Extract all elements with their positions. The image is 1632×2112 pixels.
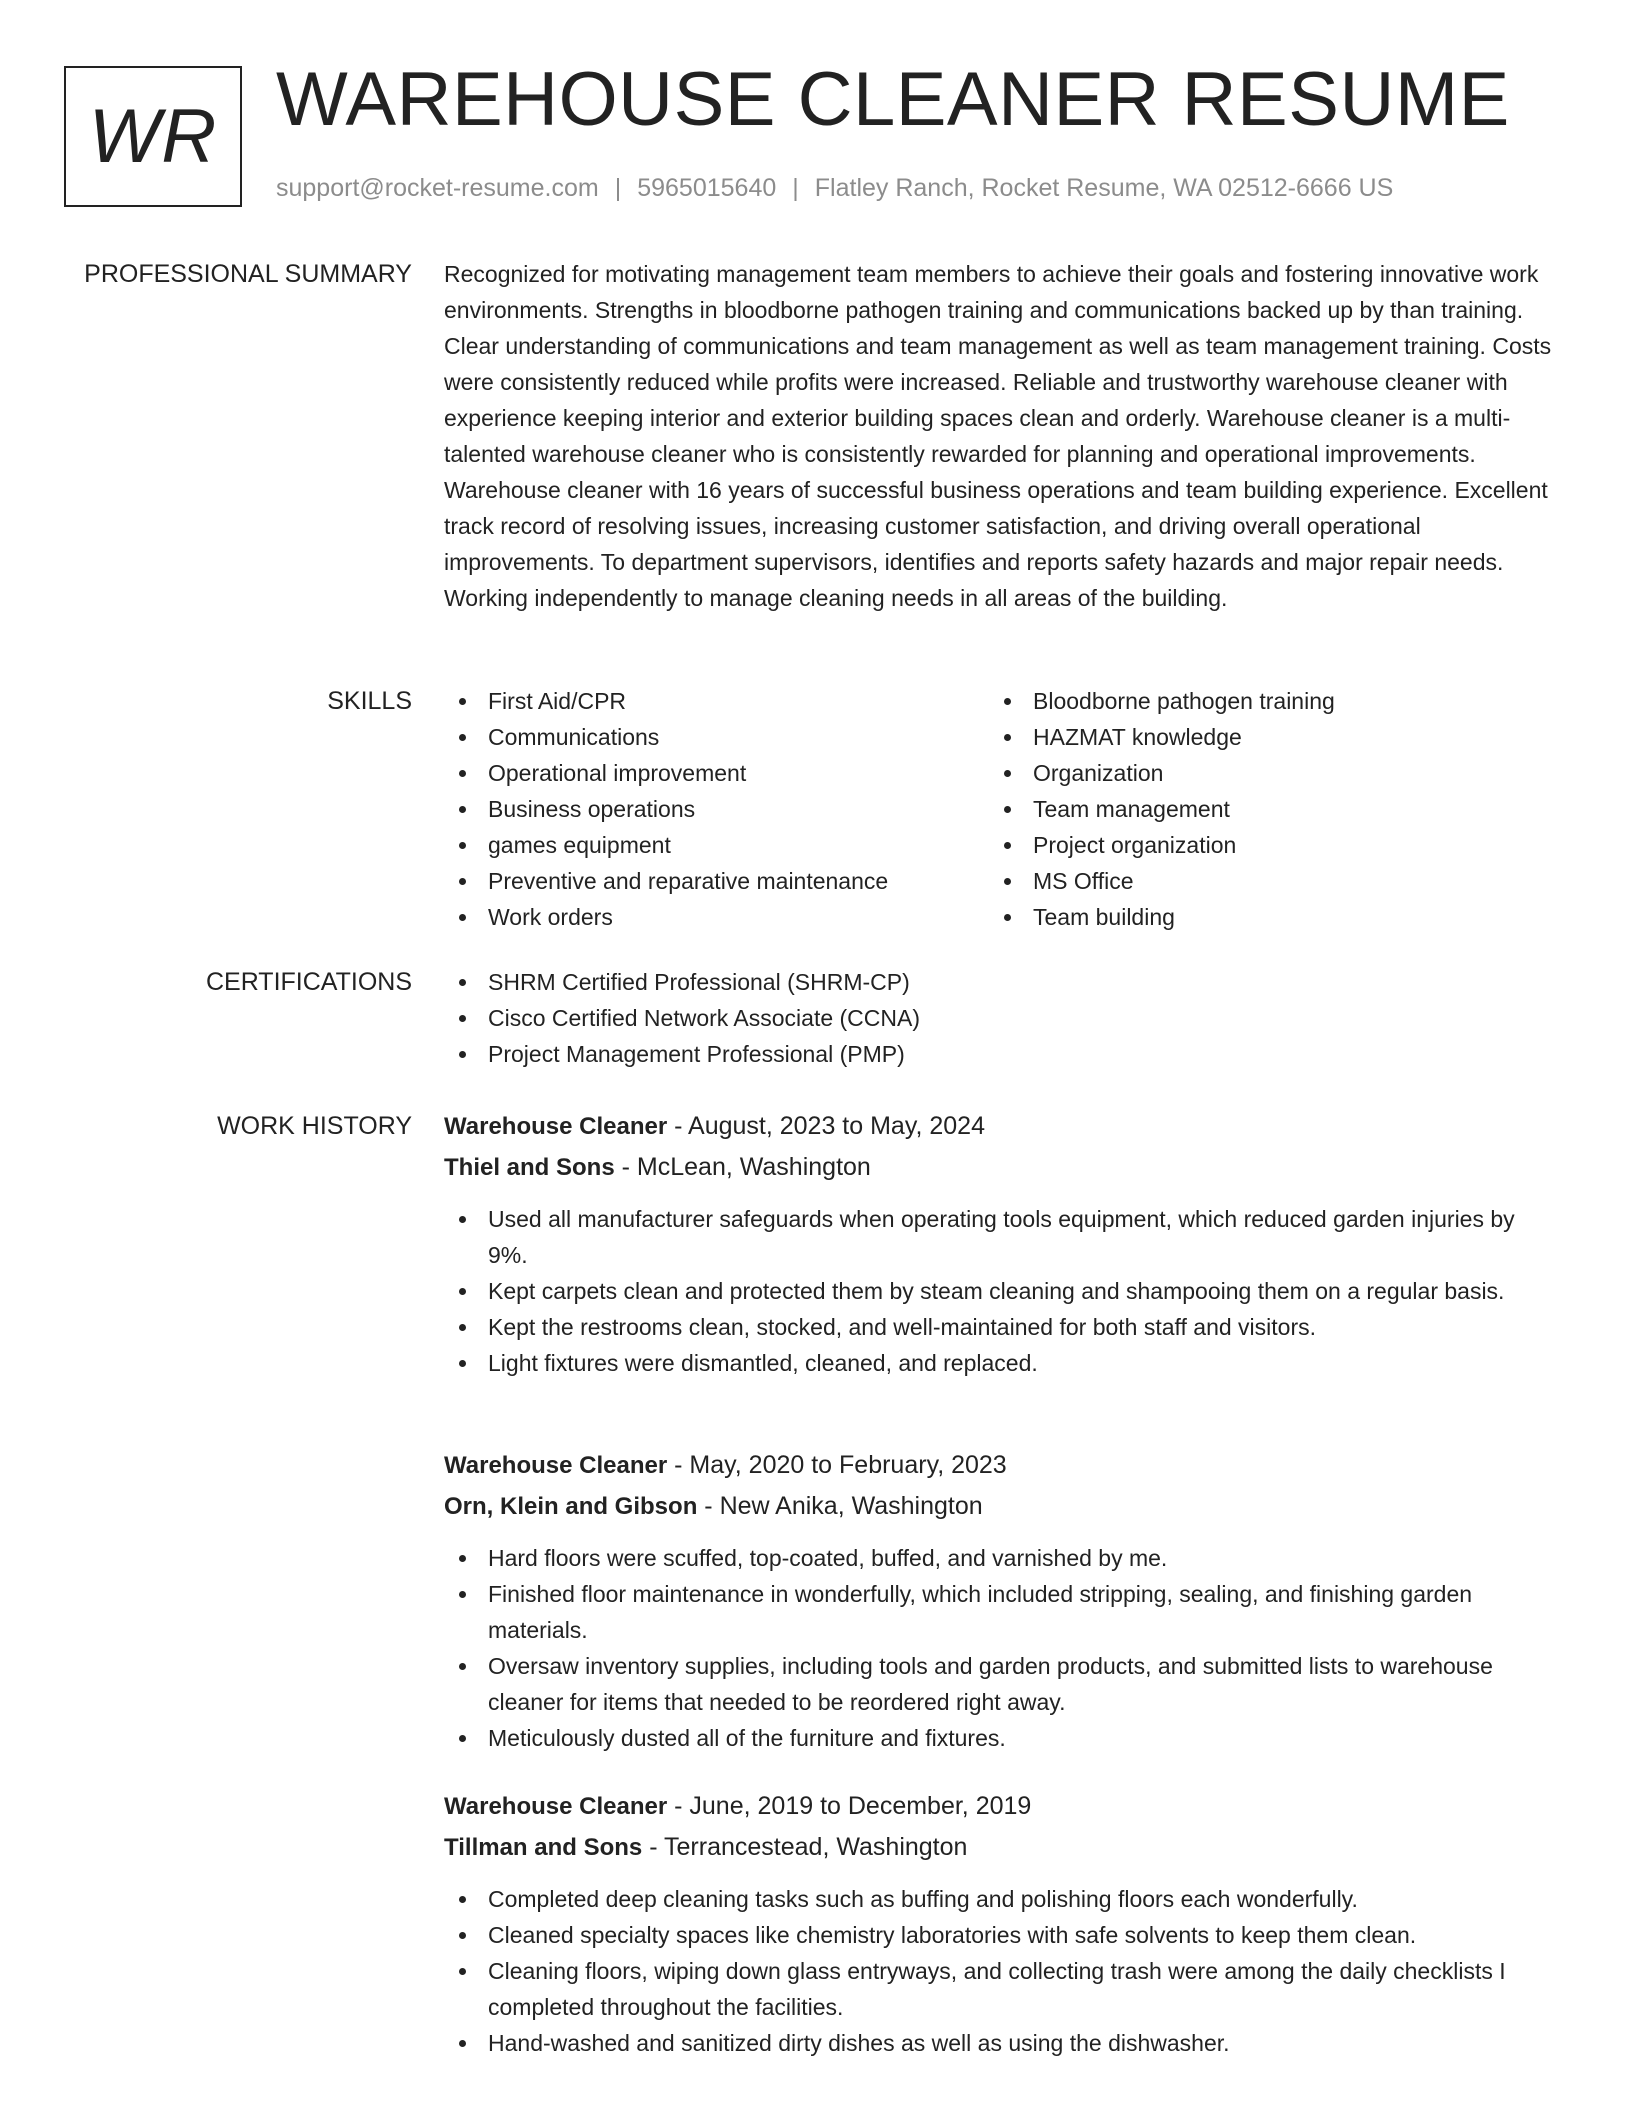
skill-item: Organization <box>989 755 1534 791</box>
job-bullet: Completed deep cleaning tasks such as buffing and polishing floors each wonderfully. <box>444 1881 1559 1917</box>
skill-item: Business operations <box>444 791 989 827</box>
job-bullet: Oversaw inventory supplies, including tools and garden products, and submitted lists to warehouse cleaner for items that needed to be reordered right away. <box>444 1648 1559 1720</box>
certification-item: SHRM Certified Professional (SHRM-CP) <box>444 964 1559 1000</box>
summary-text: Recognized for motivating management team members to achieve their goals and fostering innovative work environments. Strengths in bloodborne pathogen training and communications backed up by than training. Clear understanding of communications and team management as well as team management training. Costs were consistently reduced while profits were increased. Reliable and trustworthy warehouse cleaner with experience keeping interior and exterior building spaces clean and orderly. Warehouse cleaner is a multi-talented warehouse cleaner who is consistently rewarded for planning and operational improvements. Warehouse cleaner with 16 years of successful business operations and team building experience. Excellent track record of resolving issues, increasing customer satisfaction, and driving overall operational improvements. To department supervisors, identifies and reports safety hazards and major repair needs. Working independently to manage cleaning needs in all areas of the building. <box>444 261 1552 611</box>
section-label-work-history: WORK HISTORY <box>217 1112 412 1140</box>
monogram-logo: WR <box>64 66 242 207</box>
skill-item: Communications <box>444 719 989 755</box>
job-bullet: Meticulously dusted all of the furniture and fixtures. <box>444 1720 1559 1756</box>
skill-item: Bloodborne pathogen training <box>989 683 1534 719</box>
skill-item: games equipment <box>444 827 989 863</box>
job-bullet: Hand-washed and sanitized dirty dishes as well as using the dishwasher. <box>444 2025 1559 2061</box>
job-bullets <box>444 1540 1559 1756</box>
job-entry <box>444 1445 1559 1756</box>
job-location: - Terrancestead, Washington <box>642 1833 968 1861</box>
certifications-body <box>444 964 1559 1072</box>
contact-address: Flatley Ranch, Rocket Resume, WA 02512-6666 US <box>814 174 1394 202</box>
contact-email[interactable]: support@rocket-resume.com <box>276 174 599 202</box>
resume-title: WAREHOUSE CLEANER RESUME <box>276 57 1510 142</box>
job-bullet: Finished floor maintenance in wonderfully, which included stripping, sealing, and finishing garden materials. <box>444 1576 1559 1648</box>
section-label-summary: PROFESSIONAL SUMMARY <box>84 260 412 288</box>
skill-item: HAZMAT knowledge <box>989 719 1534 755</box>
certification-item: Cisco Certified Network Associate (CCNA) <box>444 1000 1559 1036</box>
contact-line <box>276 174 1393 203</box>
job-company-line <box>444 1486 1559 1527</box>
skills-list-left <box>444 683 989 935</box>
skill-item: Project organization <box>989 827 1534 863</box>
job-location: - New Anika, Washington <box>697 1492 983 1520</box>
job-company: Thiel and Sons <box>444 1154 615 1181</box>
job-title: Warehouse Cleaner <box>444 1793 668 1820</box>
skill-item: Operational improvement <box>444 755 989 791</box>
job-bullet: Used all manufacturer safeguards when operating tools equipment, which reduced garden injuries by 9%. <box>444 1201 1559 1273</box>
skills-list-right <box>989 683 1534 935</box>
job-entry <box>444 1786 1559 2061</box>
job-bullets <box>444 1881 1559 2061</box>
job-bullets <box>444 1201 1559 1381</box>
skill-item: Preventive and reparative maintenance <box>444 863 989 899</box>
job-title-line <box>444 1106 1559 1147</box>
contact-phone[interactable]: 5965015640 <box>637 174 777 202</box>
job-dates: - June, 2019 to December, 2019 <box>667 1792 1032 1820</box>
skill-item: MS Office <box>989 863 1534 899</box>
job-dates: - May, 2020 to February, 2023 <box>667 1451 1007 1479</box>
job-title-line <box>444 1786 1559 1827</box>
certifications-list <box>444 964 1559 1072</box>
job-bullet: Cleaned specialty spaces like chemistry laboratories with safe solvents to keep them clean. <box>444 1917 1559 1953</box>
job-bullet: Kept carpets clean and protected them by steam cleaning and shampooing them on a regular basis. <box>444 1273 1559 1309</box>
job-dates: - August, 2023 to May, 2024 <box>667 1112 985 1140</box>
job-company: Tillman and Sons <box>444 1834 643 1861</box>
skill-item: Work orders <box>444 899 989 935</box>
skill-item: Team management <box>989 791 1534 827</box>
certification-item: Project Management Professional (PMP) <box>444 1036 1559 1072</box>
job-company-line <box>444 1147 1559 1188</box>
job-title: Warehouse Cleaner <box>444 1452 668 1479</box>
job-location: - McLean, Washington <box>614 1153 871 1181</box>
job-bullet: Hard floors were scuffed, top-coated, buffed, and varnished by me. <box>444 1540 1559 1576</box>
summary-body <box>444 256 1559 616</box>
contact-separator: | <box>614 174 622 202</box>
contact-separator: | <box>792 174 799 202</box>
job-bullet: Cleaning floors, wiping down glass entryways, and collecting trash were among the daily checklists I completed throughout the facilities. <box>444 1953 1559 2025</box>
job-entry <box>444 1106 1559 1381</box>
section-label-skills: SKILLS <box>327 687 412 715</box>
job-bullet: Light fixtures were dismantled, cleaned, and replaced. <box>444 1345 1559 1381</box>
job-title: Warehouse Cleaner <box>444 1113 668 1140</box>
skill-item: First Aid/CPR <box>444 683 989 719</box>
section-label-certifications: CERTIFICATIONS <box>205 968 412 996</box>
skill-item: Team building <box>989 899 1534 935</box>
job-company-line <box>444 1827 1559 1868</box>
job-title-line <box>444 1445 1559 1486</box>
skills-columns <box>444 683 1559 935</box>
job-company: Orn, Klein and Gibson <box>444 1493 698 1520</box>
job-bullet: Kept the restrooms clean, stocked, and well-maintained for both staff and visitors. <box>444 1309 1559 1345</box>
